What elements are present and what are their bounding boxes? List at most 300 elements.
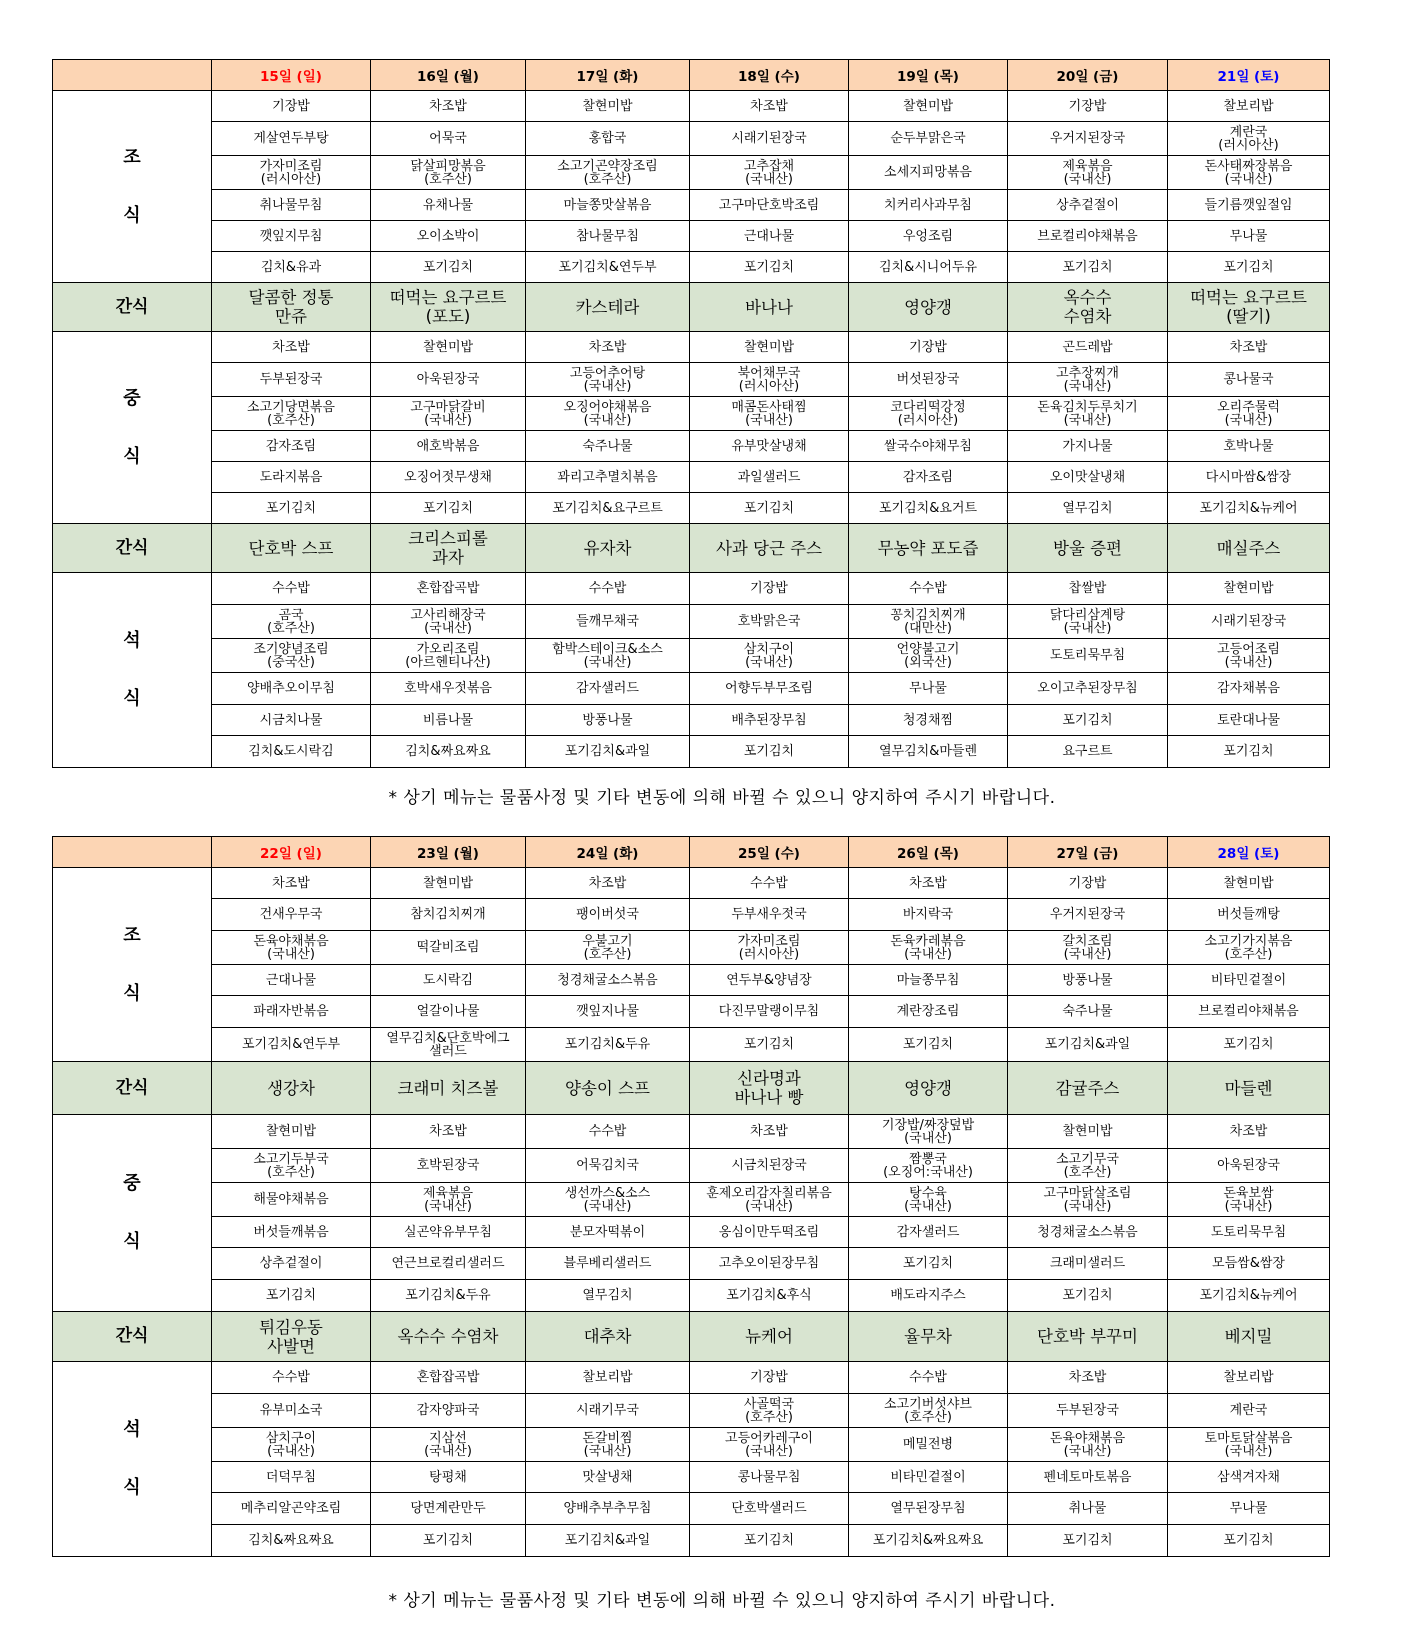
dinner-label-char: 식 [123, 1477, 141, 1498]
dinner-row [53, 673, 1330, 705]
lunch-row [53, 397, 1330, 431]
lunch-menu-item: 포기김치&후식 [690, 1280, 849, 1312]
breakfast-menu-item: 얼갈이나물 [371, 996, 526, 1028]
dinner-menu-item: 방풍나물 [526, 705, 690, 736]
snack-menu-item: 크래미 치즈볼 [371, 1062, 526, 1115]
dinner-label-char: 석 [123, 1419, 141, 1440]
breakfast-menu-item: 마늘쫑맛살볶음 [526, 190, 690, 221]
breakfast-row [53, 899, 1330, 931]
lunch-row [53, 363, 1330, 397]
snack-label: 간식 [53, 1312, 212, 1362]
dinner-menu-item: 시래기무국 [526, 1394, 690, 1428]
dinner-menu-item: 찹쌀밥 [1008, 573, 1168, 605]
lunch-menu-item: 제육볶음 (국내산) [371, 1183, 526, 1217]
dinner-menu-item: 돈육야채볶음 (국내산) [1008, 1428, 1168, 1462]
lunch-menu-item: 아욱된장국 [1168, 1149, 1330, 1183]
dinner-menu-item: 찰보리밥 [526, 1362, 690, 1394]
lunch-menu-item: 기장밥/짜장덮밥 (국내산) [849, 1115, 1008, 1149]
breakfast-label-char: 조 [123, 146, 141, 168]
dinner-menu-item: 찰보리밥 [1168, 1362, 1330, 1394]
lunch-menu-item: 호박된장국 [371, 1149, 526, 1183]
breakfast-menu-item: 제육볶음 (국내산) [1008, 156, 1168, 190]
lunch-menu-item: 차조밥 [212, 332, 371, 363]
lunch-menu-item: 오이맛살냉채 [1008, 462, 1168, 493]
lunch-row [53, 1183, 1330, 1217]
dinner-row [53, 639, 1330, 673]
snack-label: 간식 [53, 524, 212, 573]
day-header: 20일 (금) [1008, 60, 1168, 91]
breakfast-menu-item: 차조밥 [371, 91, 526, 122]
menu-table [52, 836, 1330, 1557]
breakfast-label [53, 868, 212, 1062]
lunch-menu-item: 북어채무국 (러시아산) [690, 363, 849, 397]
dinner-menu-item: 가오리조림 (아르헨티나산) [371, 639, 526, 673]
breakfast-menu-item: 찰현미밥 [1168, 868, 1330, 899]
day-header: 27일 (금) [1008, 837, 1168, 868]
dinner-menu-item: 포기김치&짜요짜요 [849, 1525, 1008, 1557]
lunch-menu-item: 애호박볶음 [371, 431, 526, 462]
dinner-menu-item: 토란대나물 [1168, 705, 1330, 736]
lunch-menu-item: 돈육김치두루치기 (국내산) [1008, 397, 1168, 431]
lunch-menu-item: 포기김치&두유 [371, 1280, 526, 1312]
dinner-menu-item: 펜네토마토볶음 [1008, 1462, 1168, 1493]
lunch-menu-item: 오징어젓무생채 [371, 462, 526, 493]
snack-menu-item: 옥수수 수염차 [1008, 283, 1168, 332]
menu-change-notice: * 상기 메뉴는 물품사정 및 기타 변동에 의해 바뀔 수 있으니 양지하여 주시기 바랍니다. [388, 1591, 1056, 1611]
lunch-menu-item: 쌀국수야채무침 [849, 431, 1008, 462]
dinner-menu-item: 조기양념조림 (중국산) [212, 639, 371, 673]
breakfast-menu-item: 참치김치찌개 [371, 899, 526, 931]
breakfast-menu-item: 갈치조림 (국내산) [1008, 931, 1168, 965]
breakfast-menu-item: 취나물무침 [212, 190, 371, 221]
lunch-menu-item: 감자조림 [849, 462, 1008, 493]
lunch-menu-item: 생선까스&소스 (국내산) [526, 1183, 690, 1217]
dinner-menu-item: 김치&짜요짜요 [371, 736, 526, 768]
lunch-menu-item: 포기김치 [849, 1248, 1008, 1280]
dinner-row [53, 1462, 1330, 1493]
dinner-row [53, 1493, 1330, 1525]
breakfast-row [53, 221, 1330, 252]
breakfast-row [53, 1028, 1330, 1062]
lunch-menu-item: 소고기두부국 (호주산) [212, 1149, 371, 1183]
snack-menu-item: 유자차 [526, 524, 690, 573]
snack_am-row [53, 1062, 1330, 1115]
breakfast-menu-item: 팽이버섯국 [526, 899, 690, 931]
lunch-menu-item: 시금치된장국 [690, 1149, 849, 1183]
lunch-menu-item: 연근브로컬리샐러드 [371, 1248, 526, 1280]
menu-table [52, 59, 1330, 768]
dinner-menu-item: 시래기된장국 [1168, 605, 1330, 639]
lunch-menu-item: 포기김치 [371, 493, 526, 524]
breakfast-menu-item: 차조밥 [690, 91, 849, 122]
lunch-menu-item: 돈육보쌈 (국내산) [1168, 1183, 1330, 1217]
breakfast-row [53, 965, 1330, 996]
snack-menu-item: 감귤주스 [1008, 1062, 1168, 1115]
snack-menu-item: 떠먹는 요구르트 (포도) [371, 283, 526, 332]
snack-menu-item: 크리스피롤 과자 [371, 524, 526, 573]
dinner-menu-item: 포기김치&과일 [526, 736, 690, 768]
breakfast-menu-item: 고구마단호박조림 [690, 190, 849, 221]
dinner-menu-item: 포기김치 [1168, 1525, 1330, 1557]
lunch-menu-item: 탕수육 (국내산) [849, 1183, 1008, 1217]
lunch-label-char: 중 [123, 387, 141, 409]
breakfast-menu-item: 김치&시니어두유 [849, 252, 1008, 283]
breakfast-menu-item: 우거지된장국 [1008, 122, 1168, 156]
day-header-row [53, 837, 1330, 868]
breakfast-menu-item: 찰현미밥 [526, 91, 690, 122]
dinner-menu-item: 삼치구이 (국내산) [212, 1428, 371, 1462]
lunch-menu-item: 오리주물럭 (국내산) [1168, 397, 1330, 431]
dinner-menu-item: 함박스테이크&소스 (국내산) [526, 639, 690, 673]
lunch-menu-item: 코다리떡강정 (러시아산) [849, 397, 1008, 431]
dinner-menu-item: 들깨무채국 [526, 605, 690, 639]
lunch-menu-item: 고등어추어탕 (국내산) [526, 363, 690, 397]
lunch-menu-item: 기장밥 [849, 332, 1008, 363]
lunch-menu-item: 수수밥 [526, 1115, 690, 1149]
lunch-menu-item: 고추장찌개 (국내산) [1008, 363, 1168, 397]
breakfast-menu-item: 소세지피망볶음 [849, 156, 1008, 190]
breakfast-menu-item: 닭살피망볶음 (호주산) [371, 156, 526, 190]
dinner-row [53, 736, 1330, 768]
lunch-menu-item: 숙주나물 [526, 431, 690, 462]
breakfast-menu-item: 순두부맑은국 [849, 122, 1008, 156]
dinner-menu-item: 곰국 (호주산) [212, 605, 371, 639]
breakfast-label-char: 조 [123, 924, 141, 946]
dinner-row [53, 1525, 1330, 1557]
snack-menu-item: 튀김우동 사발면 [212, 1312, 371, 1362]
day-header: 16일 (월) [371, 60, 526, 91]
lunch-menu-item: 소고기당면볶음 (호주산) [212, 397, 371, 431]
snack-menu-item: 카스테라 [526, 283, 690, 332]
dinner-menu-item: 콩나물무침 [690, 1462, 849, 1493]
dinner-menu-item: 김치&도시락김 [212, 736, 371, 768]
breakfast-menu-item: 파래자반볶음 [212, 996, 371, 1028]
lunch-label-char: 중 [123, 1173, 141, 1194]
dinner-menu-item: 꽁치김치찌개 (대만산) [849, 605, 1008, 639]
dinner-menu-item: 삼치구이 (국내산) [690, 639, 849, 673]
lunch-label-char: 식 [123, 445, 141, 467]
dinner-row [53, 705, 1330, 736]
week-2-menu-table [52, 836, 1329, 1557]
breakfast-menu-item: 찰현미밥 [849, 91, 1008, 122]
breakfast-menu-item: 두부새우젓국 [690, 899, 849, 931]
dinner-menu-item: 혼합잡곡밥 [371, 573, 526, 605]
lunch-menu-item: 포기김치&요거트 [849, 493, 1008, 524]
dinner-menu-item: 무나물 [849, 673, 1008, 705]
breakfast-menu-item: 소고기곤약장조림 (호주산) [526, 156, 690, 190]
dinner-menu-item: 포기김치&과일 [526, 1525, 690, 1557]
dinner-menu-item: 포기김치 [1168, 736, 1330, 768]
dinner-menu-item: 양배추부추무침 [526, 1493, 690, 1525]
lunch-menu-item: 실곤약유부무침 [371, 1217, 526, 1248]
lunch-menu-item: 포기김치&뉴케어 [1168, 1280, 1330, 1312]
lunch-row [53, 1248, 1330, 1280]
lunch-menu-item: 찰현미밥 [212, 1115, 371, 1149]
dinner-menu-item: 포기김치 [690, 736, 849, 768]
breakfast-row [53, 122, 1330, 156]
dinner-menu-item: 두부된장국 [1008, 1394, 1168, 1428]
breakfast-menu-item: 소고기가지볶음 (호주산) [1168, 931, 1330, 965]
dinner-menu-item: 시금치나물 [212, 705, 371, 736]
lunch-menu-item: 차조밥 [371, 1115, 526, 1149]
lunch-row [53, 332, 1330, 363]
dinner-menu-item: 어향두부무조림 [690, 673, 849, 705]
day-header: 23일 (월) [371, 837, 526, 868]
day-header: 19일 (목) [849, 60, 1008, 91]
snack-menu-item: 단호박 부꾸미 [1008, 1312, 1168, 1362]
lunch-menu-item: 도라지볶음 [212, 462, 371, 493]
breakfast-menu-item: 포기김치&두유 [526, 1028, 690, 1062]
dinner-row [53, 605, 1330, 639]
breakfast-menu-item: 들기름깻잎절임 [1168, 190, 1330, 221]
dinner-menu-item: 차조밥 [1008, 1362, 1168, 1394]
breakfast-menu-item: 기장밥 [1008, 91, 1168, 122]
breakfast-label-char: 식 [123, 204, 141, 226]
breakfast-menu-item: 청경채굴소스볶음 [526, 965, 690, 996]
breakfast-label [53, 91, 212, 283]
dinner-menu-item: 청경채찜 [849, 705, 1008, 736]
breakfast-menu-item: 브로컬리야채볶음 [1168, 996, 1330, 1028]
dinner-menu-item: 배추된장무침 [690, 705, 849, 736]
dinner-menu-item: 호박맑은국 [690, 605, 849, 639]
dinner-menu-item: 감자양파국 [371, 1394, 526, 1428]
lunch-row [53, 431, 1330, 462]
dinner-label [53, 1362, 212, 1557]
dinner-menu-item: 포기김치 [371, 1525, 526, 1557]
breakfast-menu-item: 돈육야채볶음 (국내산) [212, 931, 371, 965]
lunch-row [53, 493, 1330, 524]
lunch-menu-item: 차조밥 [690, 1115, 849, 1149]
breakfast-menu-item: 근대나물 [690, 221, 849, 252]
snack-menu-item: 영양갱 [849, 1062, 1008, 1115]
lunch-menu-item: 오징어야채볶음 (국내산) [526, 397, 690, 431]
lunch-menu-item: 포기김치 [212, 1280, 371, 1312]
dinner-menu-item: 감자채볶음 [1168, 673, 1330, 705]
dinner-menu-item: 수수밥 [212, 1362, 371, 1394]
day-header: 17일 (화) [526, 60, 690, 91]
snack-menu-item: 무농약 포도즙 [849, 524, 1008, 573]
lunch-menu-item: 두부된장국 [212, 363, 371, 397]
breakfast-menu-item: 비타민겉절이 [1168, 965, 1330, 996]
lunch-menu-item: 배도라지주스 [849, 1280, 1008, 1312]
snack_pm-row [53, 1312, 1330, 1362]
dinner-menu-item: 지삼선 (국내산) [371, 1428, 526, 1462]
breakfast-row [53, 996, 1330, 1028]
breakfast-menu-item: 홍합국 [526, 122, 690, 156]
breakfast-menu-item: 떡갈비조림 [371, 931, 526, 965]
lunch-menu-item: 해물야채볶음 [212, 1183, 371, 1217]
dinner-row [53, 1394, 1330, 1428]
lunch-menu-item: 소고기무국 (호주산) [1008, 1149, 1168, 1183]
dinner-menu-item: 더덕무침 [212, 1462, 371, 1493]
breakfast-menu-item: 포기김치 [371, 252, 526, 283]
lunch-row [53, 1149, 1330, 1183]
breakfast-menu-item: 포기김치 [1168, 1028, 1330, 1062]
snack-menu-item: 단호박 스프 [212, 524, 371, 573]
snack-menu-item: 매실주스 [1168, 524, 1330, 573]
breakfast-menu-item: 계란장조림 [849, 996, 1008, 1028]
snack-menu-item: 사과 당근 주스 [690, 524, 849, 573]
day-header-row [53, 60, 1330, 91]
breakfast-menu-item: 계란국 (러시아산) [1168, 122, 1330, 156]
lunch-menu-item: 도토리묵무침 [1168, 1217, 1330, 1248]
lunch-menu-item: 고구마닭갈비 (국내산) [371, 397, 526, 431]
breakfast-menu-item: 마늘쫑무침 [849, 965, 1008, 996]
lunch-menu-item: 열무김치 [1008, 493, 1168, 524]
dinner-row [53, 573, 1330, 605]
breakfast-menu-item: 포기김치 [1168, 252, 1330, 283]
breakfast-menu-item: 방풍나물 [1008, 965, 1168, 996]
lunch-menu-item: 차조밥 [1168, 332, 1330, 363]
dinner-menu-item: 오이고추된장무침 [1008, 673, 1168, 705]
lunch-row [53, 1280, 1330, 1312]
dinner-menu-item: 계란국 [1168, 1394, 1330, 1428]
dinner-menu-item: 단호박샐러드 [690, 1493, 849, 1525]
dinner-menu-item: 혼합잡곡밥 [371, 1362, 526, 1394]
lunch-menu-item: 훈제오리감자칠리볶음 (국내산) [690, 1183, 849, 1217]
snack-menu-item: 율무차 [849, 1312, 1008, 1362]
breakfast-menu-item: 포기김치 [690, 1028, 849, 1062]
header-corner [53, 837, 212, 868]
lunch-row [53, 462, 1330, 493]
breakfast-menu-item: 포기김치 [690, 252, 849, 283]
dinner-menu-item: 양배추오이무침 [212, 673, 371, 705]
lunch-menu-item: 곤드레밥 [1008, 332, 1168, 363]
dinner-menu-item: 닭다리삼계탕 (국내산) [1008, 605, 1168, 639]
day-header: 25일 (수) [690, 837, 849, 868]
lunch-menu-item: 청경채굴소스볶음 [1008, 1217, 1168, 1248]
snack-menu-item: 바나나 [690, 283, 849, 332]
dinner-menu-item: 열무된장무침 [849, 1493, 1008, 1525]
lunch-menu-item: 버섯된장국 [849, 363, 1008, 397]
breakfast-menu-item: 치커리사과무침 [849, 190, 1008, 221]
breakfast-menu-item: 우엉조림 [849, 221, 1008, 252]
dinner-menu-item: 무나물 [1168, 1493, 1330, 1525]
breakfast-menu-item: 포기김치&연두부 [526, 252, 690, 283]
breakfast-menu-item: 차조밥 [849, 868, 1008, 899]
dinner-menu-item: 포기김치 [1008, 1525, 1168, 1557]
lunch-menu-item: 열무김치 [526, 1280, 690, 1312]
header-corner [53, 60, 212, 91]
dinner-menu-item: 언양불고기 (외국산) [849, 639, 1008, 673]
snack-menu-item: 대추차 [526, 1312, 690, 1362]
dinner-menu-item: 고사리해장국 (국내산) [371, 605, 526, 639]
breakfast-menu-item: 수수밥 [690, 868, 849, 899]
breakfast-menu-item: 바지락국 [849, 899, 1008, 931]
lunch-menu-item: 매콤돈사태찜 (국내산) [690, 397, 849, 431]
dinner-menu-item: 맛살냉채 [526, 1462, 690, 1493]
lunch-label [53, 1115, 212, 1312]
dinner-menu-item: 고등어조림 (국내산) [1168, 639, 1330, 673]
lunch-menu-item: 포기김치 [1008, 1280, 1168, 1312]
lunch-menu-item: 유부맛살냉채 [690, 431, 849, 462]
day-header: 22일 (일) [212, 837, 371, 868]
breakfast-menu-item: 다진무말랭이무침 [690, 996, 849, 1028]
breakfast-menu-item: 우거지된장국 [1008, 899, 1168, 931]
snack_am-row [53, 283, 1330, 332]
dinner-menu-item: 취나물 [1008, 1493, 1168, 1525]
breakfast-menu-item: 게살연두부탕 [212, 122, 371, 156]
snack-menu-item: 달콤한 정통 만쥬 [212, 283, 371, 332]
lunch-menu-item: 블루베리샐러드 [526, 1248, 690, 1280]
breakfast-menu-item: 어묵국 [371, 122, 526, 156]
lunch-menu-item: 호박나물 [1168, 431, 1330, 462]
snack-menu-item: 마들렌 [1168, 1062, 1330, 1115]
dinner-menu-item: 토마토닭살볶음 (국내산) [1168, 1428, 1330, 1462]
breakfast-menu-item: 가자미조림 (러시아산) [212, 156, 371, 190]
lunch-label-char: 식 [123, 1231, 141, 1252]
breakfast-menu-item: 유채나물 [371, 190, 526, 221]
breakfast-menu-item: 깻잎지무침 [212, 221, 371, 252]
snack-menu-item: 방울 증편 [1008, 524, 1168, 573]
dinner-menu-item: 도토리묵무침 [1008, 639, 1168, 673]
breakfast-menu-item: 포기김치&연두부 [212, 1028, 371, 1062]
dinner-menu-item: 감자샐러드 [526, 673, 690, 705]
lunch-menu-item: 아욱된장국 [371, 363, 526, 397]
breakfast-menu-item: 참나물무침 [526, 221, 690, 252]
snack_pm-row [53, 524, 1330, 573]
breakfast-menu-item: 차조밥 [526, 868, 690, 899]
lunch-menu-item: 포기김치 [212, 493, 371, 524]
breakfast-menu-item: 가자미조림 (러시아산) [690, 931, 849, 965]
dinner-menu-item: 김치&짜요짜요 [212, 1525, 371, 1557]
lunch-menu-item: 버섯들깨볶음 [212, 1217, 371, 1248]
breakfast-menu-item: 시래기된장국 [690, 122, 849, 156]
breakfast-menu-item: 돈육카레볶음 (국내산) [849, 931, 1008, 965]
week-1-menu-table [52, 59, 1329, 768]
breakfast-menu-item: 포기김치 [1008, 252, 1168, 283]
lunch-menu-item: 다시마쌈&쌈장 [1168, 462, 1330, 493]
breakfast-menu-item: 돈사태짜장볶음 (국내산) [1168, 156, 1330, 190]
snack-menu-item: 영양갱 [849, 283, 1008, 332]
breakfast-menu-item: 고추잡채 (국내산) [690, 156, 849, 190]
lunch-menu-item: 크래미샐러드 [1008, 1248, 1168, 1280]
breakfast-menu-item: 김치&유과 [212, 252, 371, 283]
lunch-menu-item: 분모자떡볶이 [526, 1217, 690, 1248]
menu-change-notice: * 상기 메뉴는 물품사정 및 기타 변동에 의해 바뀔 수 있으니 양지하여 주시기 바랍니다. [388, 788, 1056, 808]
breakfast-menu-item: 포기김치 [849, 1028, 1008, 1062]
dinner-menu-item: 유부미소국 [212, 1394, 371, 1428]
dinner-menu-item: 고등어카레구이 (국내산) [690, 1428, 849, 1462]
dinner-menu-item: 탕평채 [371, 1462, 526, 1493]
day-header: 24일 (화) [526, 837, 690, 868]
lunch-menu-item: 짬뽕국 (오징어:국내산) [849, 1149, 1008, 1183]
snack-menu-item: 떠먹는 요구르트 (딸기) [1168, 283, 1330, 332]
dinner-menu-item: 요구르트 [1008, 736, 1168, 768]
lunch-menu-item: 모듬쌈&쌈장 [1168, 1248, 1330, 1280]
lunch-label [53, 332, 212, 524]
snack-label: 간식 [53, 283, 212, 332]
day-header: 15일 (일) [212, 60, 371, 91]
dinner-menu-item: 호박새우젓볶음 [371, 673, 526, 705]
breakfast-menu-item: 차조밥 [212, 868, 371, 899]
snack-label: 간식 [53, 1062, 212, 1115]
breakfast-menu-item: 숙주나물 [1008, 996, 1168, 1028]
breakfast-menu-item: 도시락김 [371, 965, 526, 996]
dinner-label-char: 석 [123, 630, 141, 651]
dinner-menu-item: 기장밥 [690, 1362, 849, 1394]
breakfast-menu-item: 오이소박이 [371, 221, 526, 252]
breakfast-row [53, 252, 1330, 283]
dinner-menu-item: 포기김치 [1008, 705, 1168, 736]
dinner-menu-item: 메밀전병 [849, 1428, 1008, 1462]
snack-menu-item: 신라명과 바나나 빵 [690, 1062, 849, 1115]
day-header: 18일 (수) [690, 60, 849, 91]
dinner-label-char: 식 [123, 688, 141, 709]
lunch-menu-item: 찰현미밥 [1008, 1115, 1168, 1149]
lunch-menu-item: 차조밥 [1168, 1115, 1330, 1149]
snack-menu-item: 베지밀 [1168, 1312, 1330, 1362]
